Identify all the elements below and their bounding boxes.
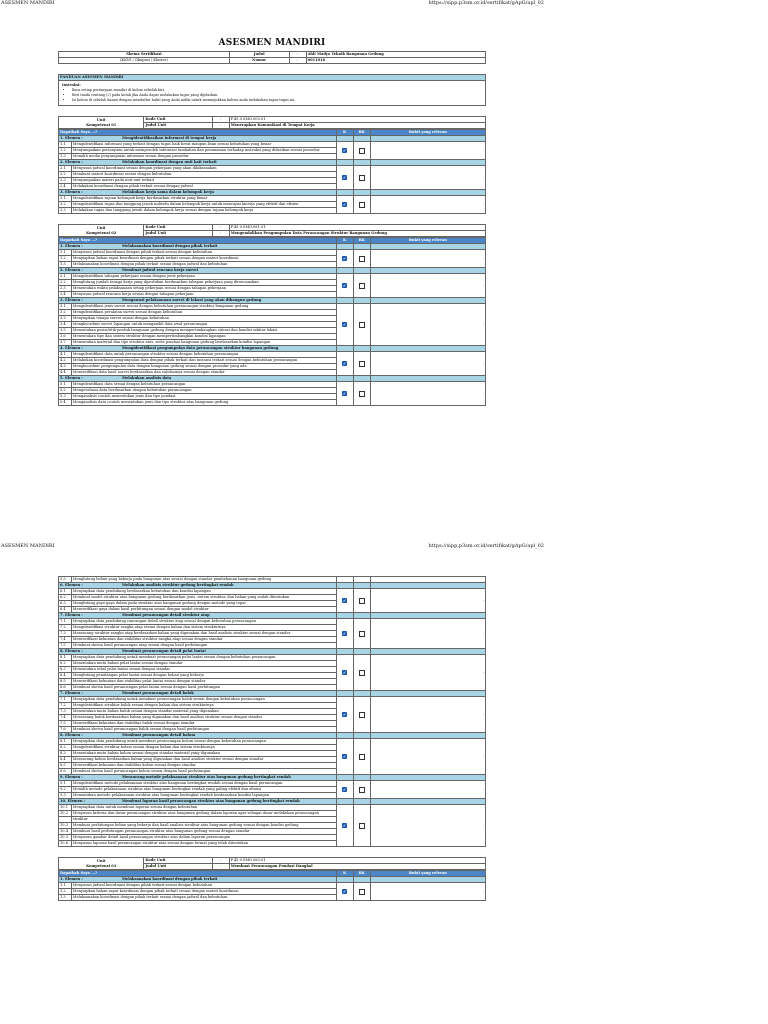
kuk-row: 7.4 Merancang balok berdasarkan bahan yang digunakan dan hasil analisis struktur sesuai dengan standar: [59, 715, 486, 721]
kuk-row: 3.3 Menyiapkan tenaga survei sesuai dengan kebutuhan: [59, 316, 486, 322]
dropdown-arrow-icon: -: [482, 889, 484, 893]
kuk-row: 1.2 Menyampaikan pertanyaan untuk memperoleh informasi tambahan dan penanaman terhadap instruksi yang diberikan sesuai prosedur: [59, 148, 486, 154]
panduan-title: PANDUAN ASESMEN MANDIRI: [59, 75, 486, 81]
kuk-row: 1.2 Menyiapkan bahan rapat koordinasi dengan pihak terkait sesuai dengan materi koordinasi: [59, 256, 486, 262]
kuk-row: 7.5 Membuat sketsa hasil perancangan atap sesuai dengan hasil perhitungan: [59, 643, 486, 649]
dropdown-arrow-icon: -: [482, 283, 484, 287]
kuk-row: 2.1 Menyusun jadwal koordinasi sesuai dengan pekerjaan yang akan dilaksanakan ✔ -: [59, 166, 486, 172]
kuk-row: 10.3 Membuat perhitungan beban yang bekerja dan hasil analisis struktur atas bangunan gedung sesuai dengan kondisi gedung: [59, 823, 486, 829]
judul-value: Ahli Madya Teknik Bangunan Gedung: [306, 52, 485, 58]
column-header-row: Dapatkah Saya ...? K BK Bukti yang relevan: [59, 130, 486, 136]
kuk-row: 4.4 Menverifikasi data hasil survei berdasarkan dan validasinya sesuai dengan standar: [59, 370, 486, 376]
kompeten-checkbox-checked[interactable]: ✔: [342, 753, 347, 759]
kuk-row: 8.2 Mengidentifikasi struktur kolom sesuai dengan bahan dan sistem strukturnya: [59, 745, 486, 751]
kompeten-checkbox-checked[interactable]: ✔: [342, 360, 347, 366]
bukti-select[interactable]: [370, 274, 485, 298]
unit-label: Unit Kompetensi 02: [59, 225, 144, 237]
unit-code: F.45.0.SMO.083.01: [229, 858, 485, 864]
kuk-row: 3.7 Menentukan material dan tipe struktur atas, serta pondasi bangunan gedung berdasarkan kondisi lapangan: [59, 340, 486, 346]
print-title: ASESMEN MANDIRI: [1, 0, 55, 6]
kuk-row: 6.1 Menyiapkan data pendukung berdasarkan kebutuhan dan kondisi lapangan ✔ -: [59, 589, 486, 595]
kuk-row: 2.3 Menentukan waktu pelaksanaan setiap pekerjaan sesuai dengan tahapan pekerjaan: [59, 286, 486, 292]
kuk-row: 6.2 Membuat model struktur atas bangunan gedung berdasarkan jenis, sistem struktur, dan bahan yang sudah ditentukan: [59, 595, 486, 601]
kuk-row: 7.5 Menverifikasi kekuatan dan stabilitas balok sesuai dengan standar: [59, 721, 486, 727]
kuk-row: 8.4 Menghitung penulangan pelat lantai sesuai dengan beban yang bekerja: [59, 673, 486, 679]
dropdown-arrow-icon: -: [482, 322, 484, 326]
bukti-select[interactable]: [370, 196, 485, 214]
kuk-row: 1.1 Menyusun jadwal koordinasi dengan pihak terkait sesuai dengan kebutuhan ✔ -: [59, 250, 486, 256]
kompeten-checkbox-checked[interactable]: ✔: [342, 888, 347, 894]
column-header-row: Dapatkah Saya ...? K BK Bukti yang relevan: [59, 238, 486, 244]
element-row: 9. Elemen : Merancang metode pelaksanaan struktur atas bangunan gedung bertingkat rendah: [59, 775, 486, 781]
element-row: 10. Elemen : Membuat laporan hasil perancangan struktur atas bangunan gedung bertingkat rendah: [59, 799, 486, 805]
kuk-row: 10.1 Menyiapkan data untuk membuat laporan sesuai dengan kebutuhan ✔ -: [59, 805, 486, 811]
panduan-item: • Baca setiap pertanyaan mandiri di kolom sebelah kiri.: [72, 88, 482, 93]
unit-code: F.45.0.SMO.081.01: [229, 225, 485, 231]
page-title: ASESMEN MANDIRI: [218, 38, 326, 48]
kuk-row: 1.3 Melaksanakan koordinasi dengan pihak terkait sesuai dengan jadwal dan kebutuhan: [59, 895, 486, 901]
dropdown-arrow-icon: -: [482, 148, 484, 152]
nomor-label: Nomor: [229, 58, 289, 64]
kompeten-checkbox-checked[interactable]: ✔: [342, 597, 347, 603]
belum-kompeten-checkbox[interactable]: [359, 256, 365, 262]
element-row: 3. Elemen : Mengawasi pelaksanaan survei di lokasi yang akan dibangun gedung: [59, 298, 486, 304]
kuk-row: 3.2 Mengidentifikasi tugas dan tanggung jawab individu dalam kelompok kerja untuk mencapai kinerja yang efektif dan efisien: [59, 202, 486, 208]
kuk-row: 9.1 Mengidentifikasi metode pelaksanaan struktur atas bangunan bertingkat rendah sesuai dengan hasil perancangan ✔ -: [59, 781, 486, 787]
bukti-select[interactable]: [370, 250, 485, 268]
kuk-row: 5.4 Menganalisis data contoh menentukan jenis dan tipe struktur atas bangunan gedung: [59, 400, 486, 406]
kuk-row: 7.3 Merancang struktur rangka atap berdasarkan bahan yang digunakan dan hasil analisis struktur sesuai dengan standar: [59, 631, 486, 637]
unit-title: Membuat Perancangan Pondasi Dangkal: [229, 864, 485, 870]
kompeten-checkbox-checked[interactable]: ✔: [342, 201, 347, 207]
unit-code: F.45.0.SMO.003.01: [229, 117, 485, 123]
kompeten-checkbox-checked[interactable]: ✔: [342, 390, 347, 396]
element-row: 7. Elemen : Membuat perancangan detail struktur atap: [59, 613, 486, 619]
element-row: 1. Elemen : Mengidentifikasikan informasi di tempat kerja: [59, 136, 486, 142]
dropdown-arrow-icon: -: [482, 361, 484, 365]
dropdown-arrow-icon: -: [482, 823, 484, 827]
kompeten-checkbox-checked[interactable]: ✔: [342, 321, 347, 327]
bukti-select[interactable]: [370, 883, 485, 901]
bukti-select[interactable]: [370, 805, 485, 847]
print-title: ASESMEN MANDIRI: [1, 543, 55, 549]
kompeten-checkbox-checked[interactable]: ✔: [342, 174, 347, 180]
kompeten-checkbox-checked[interactable]: ✔: [342, 630, 347, 636]
kuk-row: 10.4 Membuat hasil perhitungan perancangan struktur atas bangunan gedung sesuai dengan standar: [59, 829, 486, 835]
element-row: 7. Elemen : Membuat perancangan detail balok: [59, 691, 486, 697]
kuk-row: 5.2 Mengevaluasi data berdasarkan dengan kebutuhan perancangan: [59, 388, 486, 394]
kuk-row: 2.2 Menghitung jumlah tenaga kerja yang diperlukan berdasarkan tahapan pekerjaan yang direncanakan: [59, 280, 486, 286]
kuk-row: 8.1 Menyiapkan data pendukung untuk membuat perancangan kolom sesuai dengan kebutuhan perancangan ✔ -: [59, 739, 486, 745]
belum-kompeten-checkbox[interactable]: [359, 712, 365, 718]
element-row: 1. Elemen : Melaksanakan koordinasi dengan pihak terkait: [59, 877, 486, 883]
kuk-row: 7.6 Membuat sketsa hasil perancangan balok sesuai dengan hasil perhitungan: [59, 727, 486, 733]
unit-block-3: [58, 857, 486, 901]
belum-kompeten-checkbox[interactable]: [359, 889, 365, 895]
belum-kompeten-checkbox[interactable]: [359, 175, 365, 181]
bukti-select[interactable]: [370, 382, 485, 406]
kompeten-checkbox-checked[interactable]: ✔: [342, 786, 347, 792]
dropdown-arrow-icon: -: [482, 631, 484, 635]
kuk-row: 2.4 Melakukan koordinasi dengan pihak terkait sesuai dengan jadwal: [59, 184, 486, 190]
kuk-row: 3.4 Mengkoordinir survei lapangan untuk mengambil data awal perancangan: [59, 322, 486, 328]
kuk-row: 1.1 Menyusun jadwal koordinasi dengan pihak terkait sesuai dengan kebutuhan ✔ -: [59, 883, 486, 889]
kuk-row: 7.2 Mengidentifikasi struktur balok sesuai dengan bahan dan sistem strukturnya: [59, 703, 486, 709]
print-header-2: [0, 543, 768, 551]
page-1: [58, 38, 486, 406]
element-row: 3. Elemen : Melakukan kerja sama dalam kelompok kerja: [59, 190, 486, 196]
bukti-select[interactable]: [370, 619, 485, 649]
kuk-table: [58, 576, 486, 847]
dropdown-arrow-icon: -: [482, 598, 484, 602]
kuk-row: 6.4 Menverifikasi gaya dalam hasil perhitungan sesuai dengan model struktur: [59, 607, 486, 613]
kuk-row: 2.4 Menyusun jadwal rencana kerja sesuai dengan tahapan pekerjaan: [59, 292, 486, 298]
kuk-row: 8.5 Menverifikasi kekuatan dan stabilitas pelat lantai sesuai dengan standar: [59, 679, 486, 685]
scheme-info-table: Skema Sertifikasi Judul : Ahli Madya Teknik Bangunan Gedung (KKNI / Okupasi / Klaster) Nomor : 0011016: [58, 51, 486, 64]
bukti-select[interactable]: [370, 352, 485, 376]
kuk-row: 1.3 Memilih media penyampaian informasi sesuai dengan prosedur: [59, 154, 486, 160]
unit-header-table: Unit Kompetensi 01 Kode Unit : F.45.0.SMO.003.01 Judul Unit : Menerapkan Komunikasi di Tempat Kerja: [58, 116, 486, 129]
kuk-row: 5.1 Mengidentifikasi data sesuai dengan kebutuhan perancangan ✔ -: [59, 382, 486, 388]
kuk-row: 4.1 Mengidentifikasi data untuk perancangan struktur sesuai dengan kebutuhan perancangan ✔ -: [59, 352, 486, 358]
kuk-row: 2.1 Mengidentifikasi tahapan pekerjaan sesuai dengan jenis pekerjaan ✔ -: [59, 274, 486, 280]
kuk-row: 7.4 Menverifikasi kekuatan dan stabilitas struktur rangka atap sesuai dengan standar: [59, 637, 486, 643]
panduan-item: • Beri tanda centang (√) pada kotak jika Anda dapat melakukan tugas yang dijelaskan.: [72, 93, 482, 98]
element-row: 8. Elemen : Membuat perancangan detail kolom: [59, 733, 486, 739]
kuk-row: 3.1 Mengidentifikasi jenis survei sesuai dengan kebutuhan perancangan struktur bangunan gedung ✔ -: [59, 304, 486, 310]
page-2: [58, 576, 486, 901]
kompeten-checkbox-checked[interactable]: ✔: [342, 147, 347, 153]
print-header-1: [0, 0, 768, 8]
skema-sub: (KKNI / Okupasi / Klaster): [59, 58, 230, 64]
belum-kompeten-checkbox[interactable]: [359, 754, 365, 760]
dropdown-arrow-icon: -: [482, 391, 484, 395]
belum-kompeten-checkbox[interactable]: [359, 202, 365, 208]
bukti-select[interactable]: [370, 781, 485, 799]
kuk-row: 4.3 Mengkoordinir pengumpulan data dengan bangunan gedung sesuai dengan prosedur yang ada: [59, 364, 486, 370]
dropdown-arrow-icon: -: [482, 670, 484, 674]
kuk-row: struktur: [59, 817, 486, 823]
kuk-row: 3.1 Mengidentifikasi tujuan kelompok kerja berdasarkan struktur yang benar ✔ -: [59, 196, 486, 202]
kuk-row: 1.2 Menyiapkan bahan rapat koordinasi dengan pihak terkait sesuai dengan materi koordinasi: [59, 889, 486, 895]
bukti-select[interactable]: [370, 739, 485, 775]
unit-label: Unit Kompetensi 01: [59, 117, 144, 129]
bukti-select[interactable]: [370, 655, 485, 691]
element-row: 2. Elemen : Melakukan koordinasi dengan unit kait terkait: [59, 160, 486, 166]
kuk-row: 8.5 Menverifikasi kekuatan dan stabilitas kolom sesuai dengan standar: [59, 763, 486, 769]
belum-kompeten-checkbox[interactable]: [359, 823, 365, 829]
dropdown-arrow-icon: -: [482, 712, 484, 716]
kuk-table: [58, 129, 486, 214]
unit-header-table: Unit Kompetensi 02 Kode Unit : F.45.0.SMO.081.01 Judul Unit : Mengendalikan Pengumpulan Data Perancangan Struktur Bangunan Gedung: [58, 224, 486, 237]
kuk-row: 5.3 Menganalisis contoh menentukan jenis dan tipe pondasi: [59, 394, 486, 400]
unit-block-2-continued: [58, 576, 486, 847]
bukti-select[interactable]: [370, 589, 485, 613]
kuk-row: 10.2 Menyusun kriteria dan dasar perancangan struktur atas bangunan gedung dalam laporan agar sebagai dasar melakukan perancangan: [59, 811, 486, 817]
belum-kompeten-checkbox[interactable]: [359, 631, 365, 637]
dropdown-arrow-icon: -: [482, 175, 484, 179]
unit-block-1: [58, 116, 486, 214]
kompeten-checkbox-checked[interactable]: ✔: [342, 822, 347, 828]
kompeten-checkbox-checked[interactable]: ✔: [342, 711, 347, 717]
kuk-row: 7.1 Menyiapkan data pendukung untuk membuat perancangan balok sesuai dengan kebutuhan perancangan ✔ -: [59, 697, 486, 703]
kompeten-checkbox-checked[interactable]: ✔: [342, 255, 347, 261]
unit-block-2: [58, 224, 486, 406]
kuk-row: 8.6 Membuat sketsa hasil perancangan pelat lantai sesuai dengan hasil perhitungan: [59, 685, 486, 691]
belum-kompeten-checkbox[interactable]: [359, 598, 365, 604]
judul-label: Judul: [229, 52, 289, 58]
kuk-row: 1.3 Melaksanakan koordinasi dengan pihak terkait sesuai dengan jadwal dan kebutuhan: [59, 262, 486, 268]
print-url: https://sipp.p3sm.or.id/sertifikat/gApG/apl_02: [428, 0, 544, 6]
kuk-row: 3.6 Menentukan tipe dan sistem struktur dengan mempertimbangkan kondisi lapangan: [59, 334, 486, 340]
bukti-select[interactable]: [370, 166, 485, 190]
kuk-row: 5.5 Menghitung beban yang bekerja pada bangunan atas sesuai dengan standar pembebanan bangunan gedung: [59, 577, 486, 583]
belum-kompeten-checkbox[interactable]: [359, 361, 365, 367]
kuk-row: 9.3 Menentukan metode pelaksanaan struktur atas bangunan bertingkat rendah berdasarkan kondisi lapangan: [59, 793, 486, 799]
bukti-select[interactable]: [370, 697, 485, 733]
kuk-row: 2.3 Menyampaikan materi pada unit-unit terkait: [59, 178, 486, 184]
unit-title: Mengendalikan Pengumpulan Data Perancangan Struktur Bangunan Gedung: [229, 231, 485, 237]
kuk-table: [58, 870, 486, 901]
element-row: 1. Elemen : Melaksanakan koordinasi dengan pihak terkait: [59, 244, 486, 250]
kuk-row: 8.3 Menentukan mutu bahan kolom sesuai dengan standar material yang digunakan: [59, 751, 486, 757]
kuk-table: [58, 237, 486, 406]
column-header-row: Dapatkah Saya ...? K BK Bukti yang relevan: [59, 871, 486, 877]
dropdown-arrow-icon: -: [482, 256, 484, 260]
kuk-row: 3.3 Melakukan tugas dan tanggung jawab dalam kelompok kerja sesuai dengan tujuan kelompok kerja: [59, 208, 486, 214]
element-row: 2. Elemen : Membuat jadwal rencana kerja survei: [59, 268, 486, 274]
element-row: 6. Elemen : Melakukan analisis struktur gedung bertingkat rendah: [59, 583, 486, 589]
skema-label: Skema Sertifikasi: [59, 52, 230, 58]
kuk-row: 8.3 Menentukan tebal pelat lantai sesuai dengan standar: [59, 667, 486, 673]
belum-kompeten-checkbox[interactable]: [359, 283, 365, 289]
kuk-row: 4.2 Melakukan koordinasi pengumpulan data dengan pihak terkait dan instansi terkait sesuai dengan kebutuhan perancangan: [59, 358, 486, 364]
bukti-select[interactable]: [370, 142, 485, 160]
kuk-row: 7.3 Menentukan mutu bahan balok sesuai dengan standar material yang digunakan: [59, 709, 486, 715]
belum-kompeten-checkbox[interactable]: [359, 391, 365, 397]
kuk-row: 7.1 Menyiapkan data pendukung rancangan detail struktur atap sesuai dengan kebutuhan perancangan ✔ -: [59, 619, 486, 625]
kuk-row: 8.6 Membuat sketsa hasil perancangan kolom sesuai dengan hasil perhitungan: [59, 769, 486, 775]
panduan-item: • Isi kolom di sebelah kanan dengan mendaftar bukti yang Anda miliki untuk menunjukkan bahwa anda melakukan tugas-tugas ini.: [72, 98, 482, 103]
kuk-row: 8.4 Merancang kolom berdasarkan bahan yang digunakan dan hasil analisis struktur sesuai dengan standar: [59, 757, 486, 763]
kuk-row: 8.1 Menyiapkan data pendukung untuk membuat perancangan pelat lantai sesuai dengan kebutuhan perancangan ✔ -: [59, 655, 486, 661]
dropdown-arrow-icon: -: [482, 202, 484, 206]
belum-kompeten-checkbox[interactable]: [359, 148, 365, 154]
dropdown-arrow-icon: -: [482, 754, 484, 758]
element-row: 5. Elemen : Melakukan analisis data: [59, 376, 486, 382]
kuk-row: 3.2 Mengidentifikasi peralatan survei sesuai dengan kebutuhan: [59, 310, 486, 316]
kuk-row: 1.1 Mengidentifikasi informasi yang terkait dengan tugas baik berat maupun lisan sesuai kebutuhan yang benar ✔ -: [59, 142, 486, 148]
panduan-body: Instruksi: • Baca setiap pertanyaan mandiri di kolom sebelah kiri. • Beri tanda centang (√) pada kotak jika Anda dapat melakukan tugas yang dijelaskan. • Isi kolom di sebelah kanan dengan mendaftar bukti yang Anda miliki untuk menunjukkan bahwa anda melakukan tugas-tugas ini.: [59, 81, 486, 106]
kuk-row: 7.2 Mengidentifikasi struktur rangka atap sesuai dengan bahan dan sistem strukturnya: [59, 625, 486, 631]
unit-label: Unit Kompetensi 03: [59, 858, 144, 870]
nomor-value: 0011016: [306, 58, 485, 64]
panduan-table: [58, 74, 486, 106]
kompeten-checkbox-checked[interactable]: ✔: [342, 669, 347, 675]
kompeten-checkbox-checked[interactable]: ✔: [342, 282, 347, 288]
belum-kompeten-checkbox[interactable]: [359, 322, 365, 328]
kuk-row: 2.2 Membuat materi koordinasi sesuai dengan kebutuhan: [59, 172, 486, 178]
dropdown-arrow-icon: -: [482, 787, 484, 791]
kuk-row: 3.5 Menentukan posisi/titik-produk bangunan gedung dengan mempertimbangkan situasi dan kondisi sekitar lokasi: [59, 328, 486, 334]
belum-kompeten-checkbox[interactable]: [359, 787, 365, 793]
kuk-row: 9.2 Memilih metode pelaksanaan struktur atas bangunan bertingkat rendah yang paling efektif dan efisien: [59, 787, 486, 793]
kuk-row: 6.3 Menghitung gaya-gaya dalam pada struktur atas bangunan gedung dengan metode yang tepat: [59, 601, 486, 607]
belum-kompeten-checkbox[interactable]: [359, 670, 365, 676]
element-row: 8. Elemen : Membuat perancangan detail pelat lantai: [59, 649, 486, 655]
bukti-select[interactable]: [370, 304, 485, 346]
element-row: 4. Elemen : Mengidentifikasi pengumpulan data perancangan struktur bangunan gedung: [59, 346, 486, 352]
unit-title: Menerapkan Komunikasi di Tempat Kerja: [229, 123, 485, 129]
print-url: https://sipp.p3sm.or.id/sertifikat/gApG/apl_02: [428, 543, 544, 549]
kuk-row: 10.5 Menyusun gambar detail hasil perancangan struktur atas dalam laporan perancangan: [59, 835, 486, 841]
kuk-row: 8.2 Menentukan mutu bahan pelat lantai sesuai dengan standar: [59, 661, 486, 667]
kuk-row: 10.6 Menyusun laporan hasil perancangan struktur atas sesuai dengan format yang telah ditentukan: [59, 841, 486, 847]
unit-header-table: Unit Kompetensi 03 Kode Unit : F.45.0.SMO.083.01 Judul Unit : Membuat Perancangan Pondasi Dangkal: [58, 857, 486, 870]
